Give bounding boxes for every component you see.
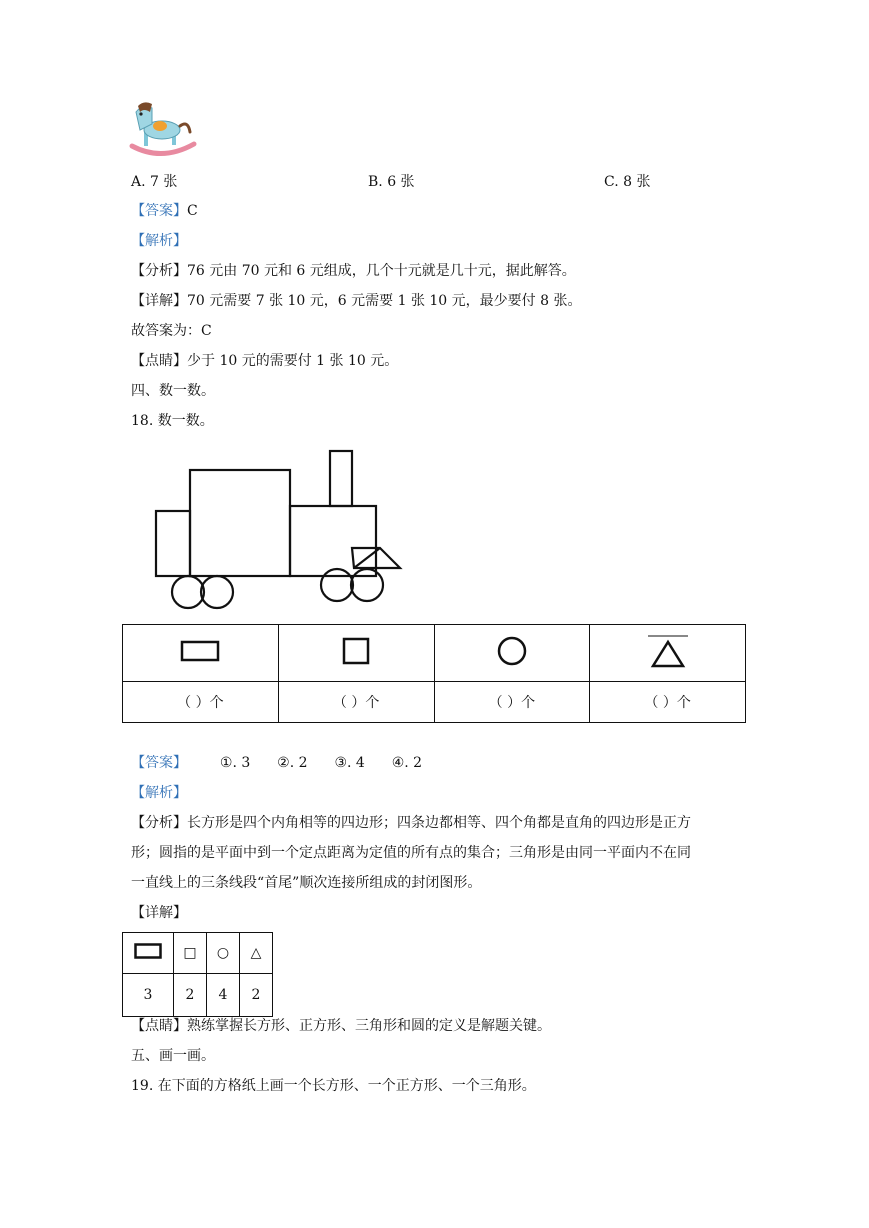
rocking-horse-image	[128, 100, 198, 162]
detail-value-circle: 4	[207, 974, 240, 1017]
analysis-label: 【解析】	[131, 785, 187, 801]
detail-value-square: 2	[174, 974, 207, 1017]
count-blank-circle[interactable]: （ ）个	[434, 682, 590, 723]
detail-header-triangle: △	[240, 933, 273, 974]
count-cell-rectangle	[123, 625, 279, 682]
q18-fenxi-line3: 一直线上的三条线段“首尾”顺次连接所组成的封闭图形。	[131, 875, 482, 891]
answer-value: C	[187, 203, 198, 219]
option-b: B. 6 张	[368, 174, 415, 190]
rectangle-icon	[180, 640, 220, 662]
answer-2: ②. 2	[277, 755, 308, 771]
q18-xiangjie-label: 【详解】	[131, 905, 187, 921]
detail-header-rectangle	[123, 933, 174, 974]
q18-dianjing-line	[131, 1017, 551, 1035]
count-cell-circle	[434, 625, 590, 682]
count-blank-rectangle[interactable]: （ ）个	[123, 682, 279, 723]
xiangjie-text: 70 元需要 7 张 10 元，6 元需要 1 张 10 元，最少要付 8 张。	[187, 293, 582, 309]
fenxi-label: 【分析】	[131, 815, 187, 831]
circle-icon	[496, 635, 528, 667]
section5-title: 五、画一画。	[131, 1048, 215, 1064]
train-figure	[150, 446, 410, 612]
q18-title: 18. 数一数。	[131, 413, 214, 429]
analysis-label: 【解析】	[131, 233, 187, 249]
count-cell-triangle	[590, 625, 746, 682]
q17-xiangjie-line	[131, 292, 581, 310]
answer-1: ①. 3	[219, 755, 251, 771]
dianjing-label: 【点睛】	[131, 1018, 187, 1034]
count-blank-triangle[interactable]: （ ）个	[590, 682, 746, 723]
xiangjie-label: 【详解】	[131, 293, 187, 309]
detail-value-triangle: 2	[240, 974, 273, 1017]
detail-value-rectangle: 3	[123, 974, 174, 1017]
q17-fenxi-line	[131, 262, 576, 280]
rectangle-icon	[134, 943, 162, 959]
option-c: C. 8 张	[604, 174, 651, 190]
q18-answer-line	[131, 754, 422, 772]
q18-fenxi-line2: 形；圆指的是平面中到一个定点距离为定值的所有点的集合；三角形是由同一平面内不在同	[131, 845, 691, 861]
answer-3: ③. 4	[334, 755, 365, 771]
q19-text: 19. 在下面的方格纸上画一个长方形、一个正方形、一个三角形。	[131, 1078, 536, 1094]
dianjing-text: 少于 10 元的需要付 1 张 10 元。	[187, 353, 399, 369]
triangle-icon	[648, 634, 688, 668]
detail-header-circle: ○	[207, 933, 240, 974]
dianjing-label: 【点睛】	[131, 353, 187, 369]
answer-label: 【答案】	[131, 203, 187, 219]
q18-fenxi-line1	[131, 814, 691, 832]
section4-title: 四、数一数。	[131, 383, 215, 399]
fenxi-text-1: 长方形是四个内角相等的四边形；四条边都相等、四个角都是直角的四边形是正方	[187, 815, 691, 831]
answer-label: 【答案】	[131, 755, 187, 771]
q17-dianjing-line	[131, 352, 398, 370]
detail-header-square: □	[174, 933, 207, 974]
q17-answer-line	[131, 202, 198, 220]
count-cell-square	[278, 625, 434, 682]
fenxi-label: 【分析】	[131, 263, 187, 279]
option-a: A. 7 张	[131, 174, 178, 190]
dianjing-text: 熟练掌握长方形、正方形、三角形和圆的定义是解题关键。	[187, 1018, 551, 1034]
count-table	[122, 624, 746, 723]
square-icon	[342, 637, 370, 665]
answer-4: ④. 2	[391, 755, 423, 771]
fenxi-text: 76 元由 70 元和 6 元组成，几个十元就是几十元，据此解答。	[187, 263, 576, 279]
detail-table	[122, 932, 273, 1017]
count-blank-square[interactable]: （ ）个	[278, 682, 434, 723]
q17-conclusion: 故答案为：C	[131, 323, 212, 339]
